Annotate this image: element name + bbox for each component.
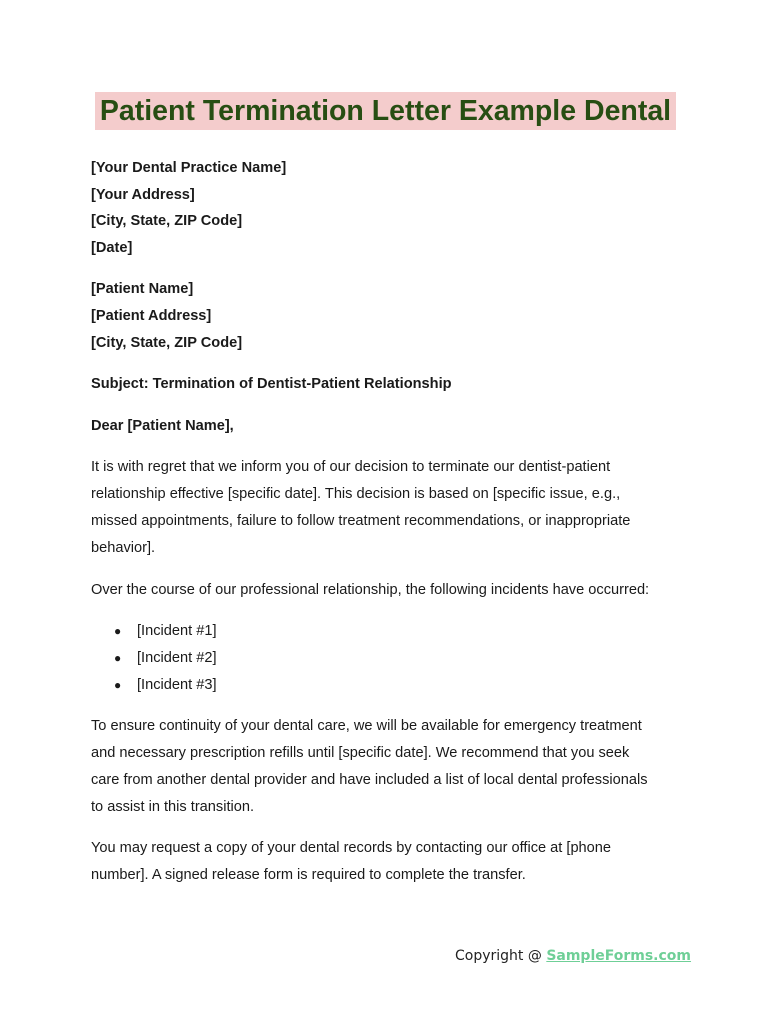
- sender-block: [91, 155, 691, 261]
- letter-body: [91, 155, 691, 889]
- paragraph-line: to assist in this transition.: [91, 798, 255, 815]
- recipient-name: [Patient Name]: [91, 281, 194, 298]
- paragraph-line: care from another dental provider and have included a list of local dental professionals: [91, 771, 648, 788]
- paragraph-continuity: [91, 713, 671, 820]
- paragraph-line: missed appointments, failure to follow treatment recommendations, or inappropriate: [91, 512, 631, 529]
- paragraph-line: You may request a copy of your dental records by contacting our office at [phone: [91, 840, 612, 857]
- sender-practice-name: [Your Dental Practice Name]: [91, 160, 287, 176]
- recipient-city-state-zip: [City, State, ZIP Code]: [91, 334, 243, 351]
- paragraph-line: behavior].: [91, 539, 156, 556]
- list-item: [91, 645, 691, 672]
- paragraph-line: relationship effective [specific date]. This decision is based on [specific issue, e.g.,: [91, 486, 621, 503]
- bullet-icon: ●: [114, 650, 122, 665]
- title-highlight: [95, 92, 676, 130]
- paragraph-line: To ensure continuity of your dental care, we will be available for emergency treatment: [91, 718, 642, 735]
- incident-text: [Incident #2]: [137, 649, 217, 666]
- copyright-prefix: Copyright @: [455, 948, 547, 964]
- page-title: Patient Termination Letter Example Dental: [99, 95, 672, 127]
- paragraph-line: and necessary prescription refills until [specific date]. We recommend that you seek: [91, 744, 630, 761]
- list-item: [91, 672, 691, 699]
- sender-address: [Your Address]: [91, 186, 195, 203]
- copyright-footer: [455, 948, 691, 964]
- recipient-block: [91, 276, 691, 356]
- paragraph-line: It is with regret that we inform you of our decision to terminate our dentist-patient: [91, 459, 611, 476]
- sender-date: [Date]: [91, 239, 133, 256]
- sampleforms-link[interactable]: SampleForms.com: [546, 948, 692, 964]
- incident-list: [91, 618, 691, 698]
- incident-text: [Incident #1]: [137, 623, 217, 640]
- list-item: [91, 618, 691, 645]
- paragraph-termination: [91, 454, 671, 561]
- bullet-icon: ●: [114, 624, 122, 639]
- subject-line: Subject: Termination of Dentist-Patient Relationship: [91, 376, 452, 393]
- recipient-address: [Patient Address]: [91, 307, 212, 324]
- bullet-icon: ●: [114, 677, 122, 692]
- paragraph-records: [91, 835, 671, 889]
- paragraph-incidents-intro: Over the course of our professional relationship, the following incidents have occurred:: [91, 581, 650, 598]
- incident-text: [Incident #3]: [137, 676, 217, 693]
- sender-city-state-zip: [City, State, ZIP Code]: [91, 213, 243, 230]
- paragraph-line: number]. A signed release form is required to complete the transfer.: [91, 867, 526, 884]
- salutation: Dear [Patient Name],: [91, 417, 234, 434]
